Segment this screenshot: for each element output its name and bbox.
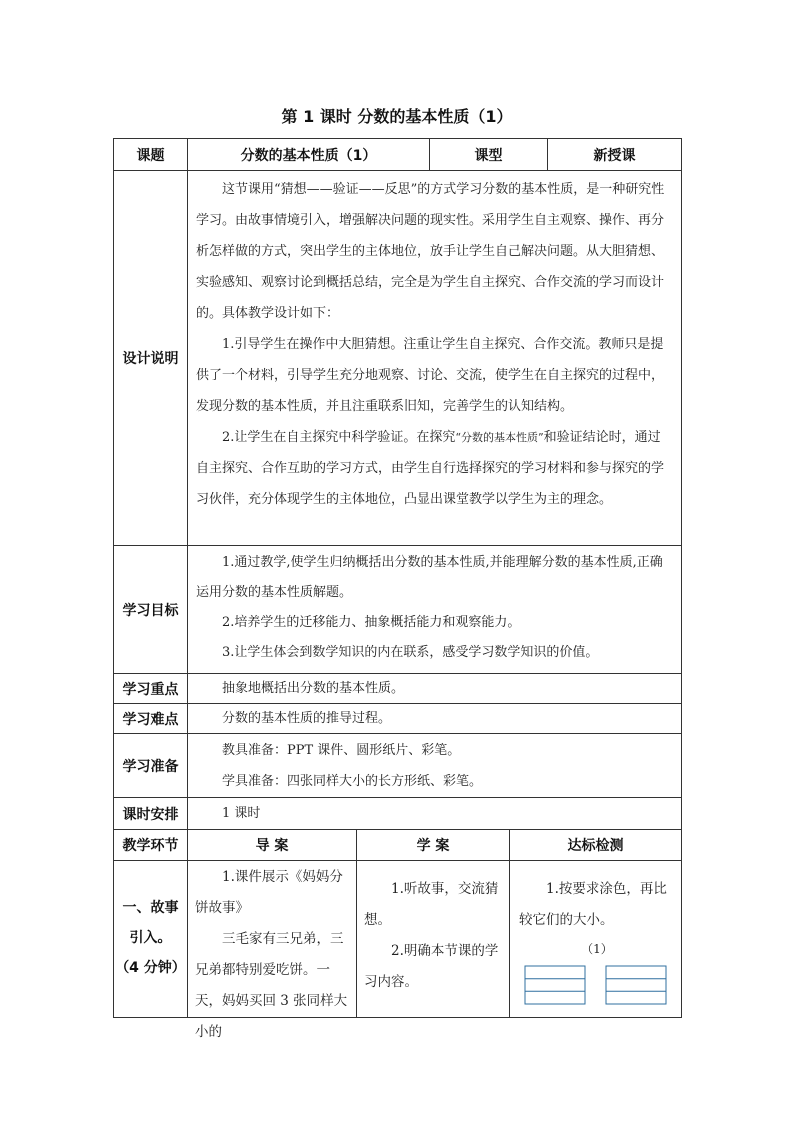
intro-learn: [356, 860, 510, 1018]
intro-learn-p1: 1.听故事，交流猜想。: [364, 881, 499, 928]
focus-text: 抽象地概括出分数的基本性质。: [222, 681, 405, 696]
coloring-rectangles-figure: [520, 964, 672, 1008]
header-check: 达标检测: [509, 829, 682, 861]
label-schedule: 课时安排: [113, 797, 188, 830]
intro-guide-p2: 三毛家有三兄弟，三兄弟都特别爱吃饼。一天，妈妈买回 3 张同样大小的: [195, 931, 348, 1040]
label-focus: 学习重点: [113, 673, 188, 704]
goals-content: [187, 545, 682, 674]
design-paragraph-3a: 2.让学生在自主探究中科学验证。在探究: [222, 430, 456, 445]
intro-check-p1: 1.按要求涂色，再比较它们的大小。: [519, 881, 667, 928]
rectangle-left: [525, 966, 585, 1004]
design-content: [187, 170, 682, 546]
intro-stage: [113, 860, 188, 1018]
design-paragraph-2: 1.引导学生在操作中大胆猜想。注重让学生自主探究、合作交流。教师只是提供了一个材料，引导学生充分地观察、讨论、交流，使学生在自主探究的过程中，发现分数的基本性质，并且注重联系旧知，完善学生的认知结构。: [196, 337, 665, 414]
page-title: 第 1 课时 分数的基本性质（1）: [281, 107, 513, 126]
intro-learn-p2: 2.明确本节课的学习内容。: [364, 943, 499, 990]
intro-stage-line2: 引入。: [129, 930, 172, 946]
keti-value: 分数的基本性质（1）: [187, 138, 430, 171]
schedule-text: 1 课时: [222, 806, 261, 821]
goal-2: 2.培养学生的迁移能力、抽象概括能力和观察能力。: [222, 615, 521, 630]
difficulty-content: [187, 703, 682, 734]
label-goals: 学习目标: [113, 545, 188, 674]
intro-guide-p1: 1.课件展示《妈妈分饼故事》: [195, 869, 343, 916]
goal-1: 1.通过教学,使学生归纳概括出分数的基本性质,并能理解分数的基本性质,正确运用分数的基本性质解题。: [196, 555, 663, 600]
focus-content: [187, 673, 682, 704]
rectangle-right: [606, 966, 666, 1004]
difficulty-text: 分数的基本性质的推导过程。: [222, 711, 392, 726]
intro-guide: [187, 860, 357, 1040]
intro-check-label: （1）: [581, 942, 613, 956]
design-paragraph-3: [196, 422, 673, 515]
intro-stage-line3: （4 分钟）: [115, 960, 186, 976]
label-prep: 学习准备: [113, 733, 188, 798]
label-kexing: 课型: [429, 138, 548, 171]
prep-text-1: 教具准备：PPT 课件、圆形纸片、彩笔。: [222, 743, 461, 758]
header-stage: 教学环节: [113, 829, 188, 861]
design-paragraph-1: 这节课用“猜想——验证——反思”的方式学习分数的基本性质，是一种研究性学习。由故事情境引入，增强解决问题的现实性。采用学生自主观察、操作、再分析怎样做的方式，突出学生的主体地位，放手让学生自己解决问题。从大胆猜想、实验感知、观察讨论到概括总结，完全是为学生自主探究、合作交流的学习而设计的。具体教学设计如下：: [196, 182, 665, 321]
schedule-content: [187, 797, 682, 830]
prep-text-2: 学具准备：四张同样大小的长方形纸、彩笔。: [222, 774, 483, 789]
kexing-value: 新授课: [547, 138, 682, 171]
design-paragraph-3-quote: “分数的基本性质”: [455, 431, 544, 444]
design-paragraph-3c: 和验证结论时，通过自主探究、合作互助的学习方式，由学生自行选择探究的学习材料和参与探究的学习伙伴，充分体现学生的主体地位，凸显出课堂教学以学生为主的理念。: [196, 430, 665, 507]
prep-content: [187, 733, 682, 798]
label-design: 设计说明: [113, 170, 188, 546]
header-guide: 导 案: [187, 829, 357, 861]
header-learn: 学 案: [356, 829, 510, 861]
label-difficulty: 学习难点: [113, 703, 188, 734]
intro-stage-line1: 一、故事: [122, 900, 179, 916]
goal-3: 3.让学生体会到数学知识的内在联系，感受学习数学知识的价值。: [222, 645, 599, 660]
label-keti: 课题: [113, 138, 188, 171]
